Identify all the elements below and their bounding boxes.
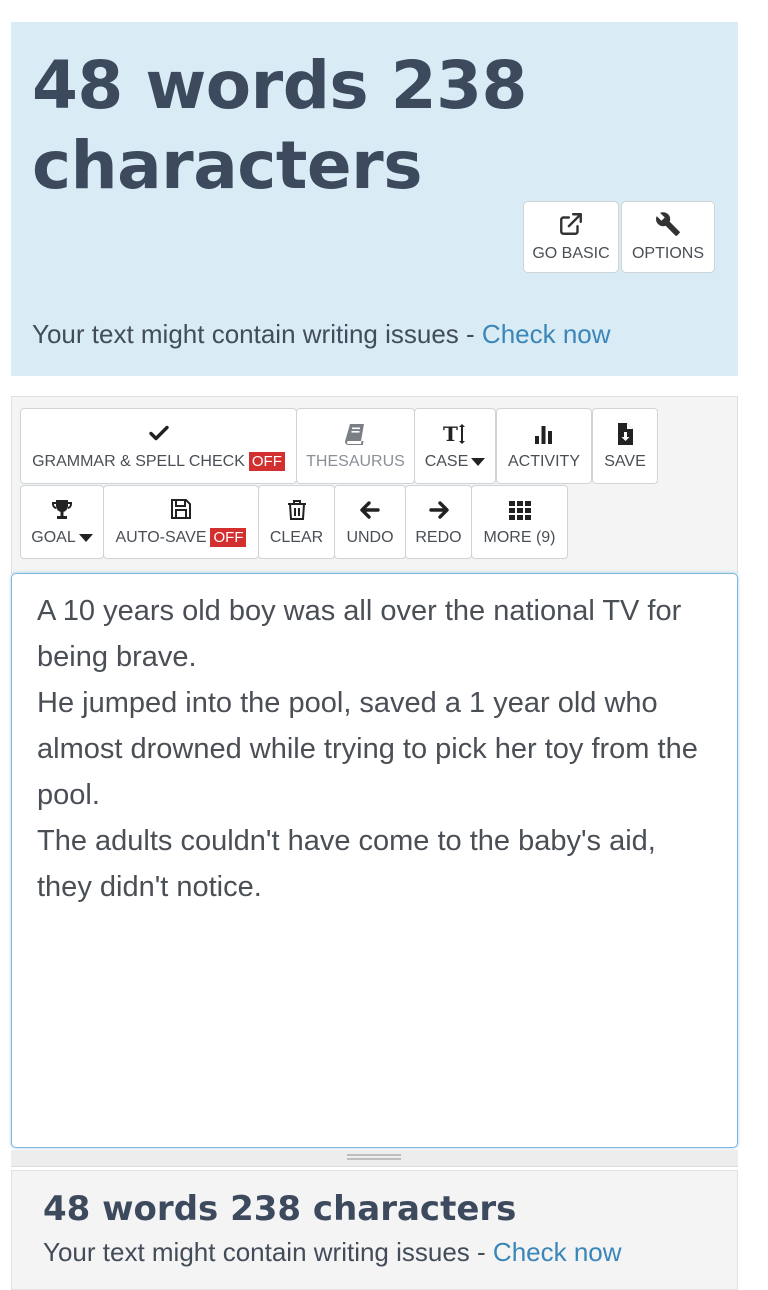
writing-issues-notice [32, 319, 611, 350]
clear-label: CLEAR [269, 528, 324, 546]
go-basic-button[interactable] [523, 201, 619, 273]
file-download-icon [613, 422, 637, 446]
options-label: OPTIONS [631, 245, 704, 262]
editor-paragraph: A 10 years old boy was all over the national TV for being brave. [37, 595, 682, 673]
grid-icon [508, 498, 532, 522]
editor-resize-handle[interactable] [11, 1150, 738, 1167]
thesaurus-label: THESAURUS [306, 452, 405, 470]
undo-label: UNDO [346, 528, 394, 546]
goal-button[interactable] [20, 485, 104, 559]
book-icon [344, 422, 368, 446]
text-case-icon [443, 422, 467, 446]
trash-icon [285, 498, 309, 522]
more-label: MORE (9) [483, 528, 556, 546]
thesaurus-button[interactable] [296, 408, 415, 484]
bottom-issues-text: Your text might contain writing issues - [43, 1237, 493, 1267]
word-count-title: 48 words 238 characters [32, 47, 527, 204]
arrow-left-icon [358, 498, 382, 522]
text-editor[interactable] [11, 573, 738, 1148]
auto-save-button[interactable] [103, 485, 259, 559]
undo-button[interactable] [334, 485, 406, 559]
auto-save-off-badge: OFF [210, 528, 246, 547]
save-button[interactable] [592, 408, 658, 484]
stats-panel [11, 22, 738, 376]
top-buttons [523, 201, 715, 273]
grammar-label: GRAMMAR & SPELL CHECK [32, 452, 245, 470]
case-button[interactable] [414, 408, 496, 484]
grammar-spell-check-button[interactable] [20, 408, 297, 484]
trophy-icon [50, 498, 74, 522]
wrench-icon [655, 211, 681, 237]
activity-button[interactable] [496, 408, 592, 484]
more-button[interactable] [471, 485, 568, 559]
clear-button[interactable] [258, 485, 335, 559]
editor-paragraph: The adults couldn't have come to the baby's aid, they didn't notice. [37, 825, 656, 903]
arrow-right-icon [427, 498, 451, 522]
bottom-word-count: 48 words 238 characters [43, 1189, 517, 1229]
checkmark-icon [147, 421, 171, 445]
external-link-icon [558, 211, 584, 237]
redo-button[interactable] [405, 485, 472, 559]
editor-toolbar [11, 396, 738, 574]
bottom-check-now-link[interactable]: Check now [492, 1237, 622, 1267]
save-label: SAVE [604, 452, 646, 470]
case-caret-icon [471, 458, 485, 466]
auto-save-label: AUTO-SAVE [115, 528, 207, 546]
go-basic-label: GO BASIC [532, 245, 610, 262]
goal-caret-icon [79, 534, 93, 542]
case-label: CASE [424, 452, 469, 470]
check-now-link[interactable]: Check now [481, 319, 611, 349]
floppy-disk-icon [169, 497, 193, 521]
options-button[interactable] [621, 201, 715, 273]
activity-label: ACTIVITY [507, 452, 580, 470]
goal-label: GOAL [31, 528, 76, 546]
bottom-stats-panel [11, 1170, 738, 1290]
grammar-off-badge: OFF [249, 452, 285, 471]
bottom-writing-issues-notice [43, 1237, 622, 1268]
redo-label: REDO [415, 528, 462, 546]
resize-grip-icon [347, 1154, 401, 1160]
issues-text: Your text might contain writing issues - [32, 319, 482, 349]
editor-paragraph: He jumped into the pool, saved a 1 year old who almost drowned while trying to pick her toy from the pool. [37, 687, 698, 811]
bar-chart-icon [532, 422, 556, 446]
svg-text:T: T [443, 421, 458, 446]
